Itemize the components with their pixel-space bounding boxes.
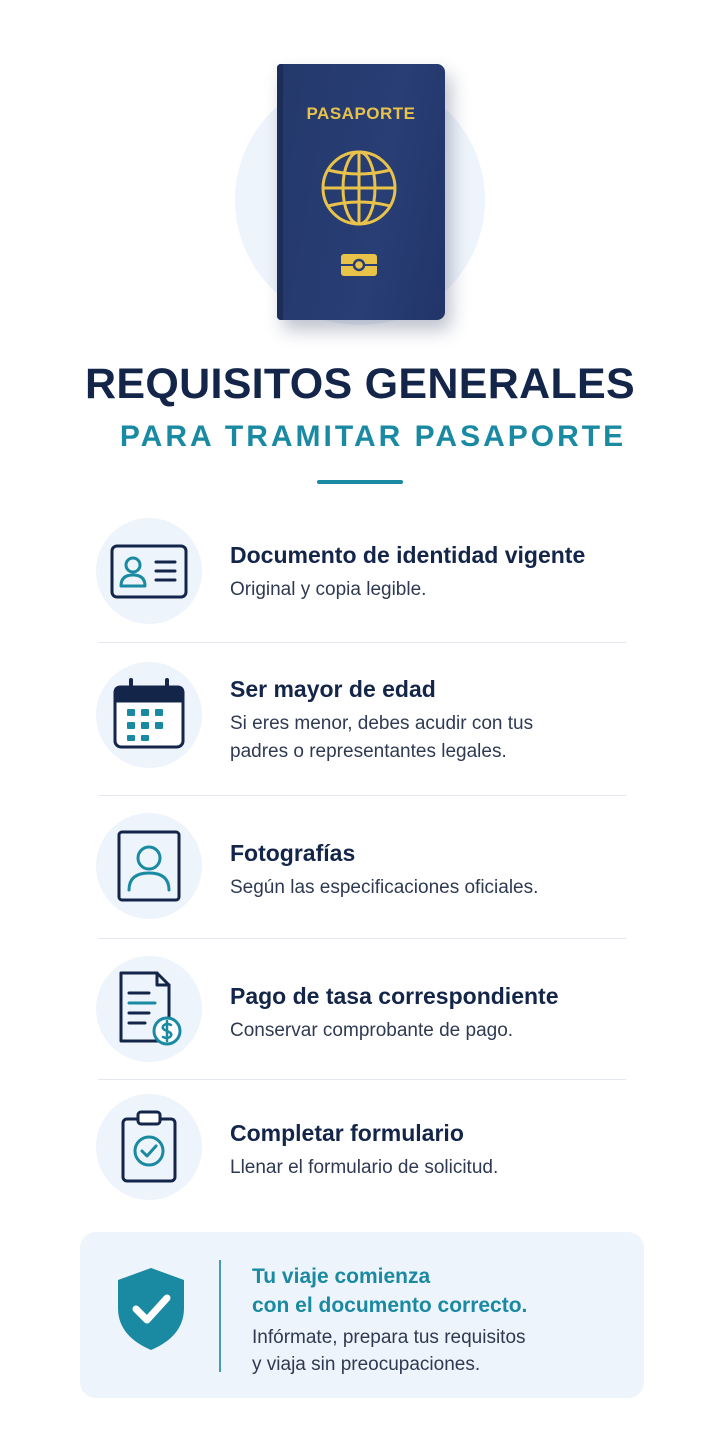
chip-icon	[341, 254, 377, 276]
requirement-description-line: Si eres menor, debes acudir con tus	[230, 713, 534, 734]
clipboard-check-icon	[109, 1107, 189, 1187]
info-card	[80, 1232, 644, 1398]
page-subtitle: PARA TRAMITAR PASAPORTE	[119, 420, 627, 453]
card-title-line: Tu viaje comienza	[252, 1265, 431, 1288]
payment-document-icon	[109, 969, 189, 1049]
divider	[98, 642, 626, 643]
card-divider	[219, 1260, 221, 1372]
page-title: REQUISITOS GENERALES	[85, 360, 635, 408]
hero	[0, 0, 720, 340]
divider	[98, 938, 626, 939]
card-description-line: y viaja sin preocupaciones.	[252, 1354, 481, 1375]
divider	[98, 1079, 626, 1080]
requirement-title: Completar formulario	[230, 1120, 464, 1146]
card-title-line: con el documento correcto.	[252, 1294, 528, 1317]
globe-icon	[319, 148, 399, 228]
requirement-icon-circle	[96, 956, 202, 1062]
requirement-icon-circle	[96, 813, 202, 919]
calendar-icon	[109, 675, 189, 755]
requirement-description: Llenar el formulario de solicitud.	[230, 1157, 499, 1178]
requirement-title: Pago de tasa correspondiente	[230, 983, 559, 1009]
requirement-description: Original y copia legible.	[230, 579, 427, 600]
shield-check-icon	[114, 1266, 188, 1352]
requirement-title: Documento de identidad vigente	[230, 542, 586, 568]
passport-illustration	[277, 64, 445, 320]
passport-label: PASAPORTE	[306, 104, 416, 123]
requirement-description-line: padres o representantes legales.	[230, 741, 507, 762]
divider	[98, 795, 626, 796]
card-title	[252, 1262, 622, 1320]
card-description	[252, 1324, 622, 1378]
card-description-line: Infórmate, prepara tus requisitos	[252, 1327, 526, 1348]
title-underline	[317, 480, 403, 484]
requirement-icon-circle	[96, 662, 202, 768]
requirement-description	[230, 710, 630, 766]
requirement-title: Ser mayor de edad	[230, 676, 436, 702]
id-card-icon	[109, 531, 189, 611]
requirement-icon-circle	[96, 1094, 202, 1200]
requirement-icon-circle	[96, 518, 202, 624]
requirement-description: Conservar comprobante de pago.	[230, 1020, 514, 1041]
requirement-title: Fotografías	[230, 840, 356, 866]
photo-portrait-icon	[109, 826, 189, 906]
requirement-description: Según las especificaciones oficiales.	[230, 877, 539, 898]
